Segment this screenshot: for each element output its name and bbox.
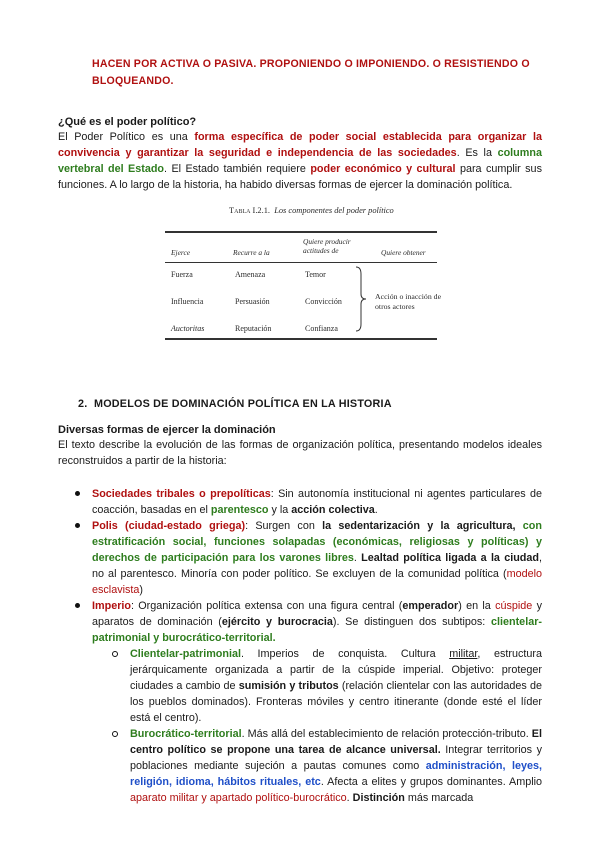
table-header-quiere-producir: Quiere producir actitudes de: [303, 237, 351, 255]
highlight-columna: columna vertebral del Estado: [58, 147, 542, 175]
components-table-figure: [165, 206, 442, 340]
table-header-quiere-obtener: Quiere obtener: [381, 248, 426, 257]
table-rule-top: [165, 231, 437, 233]
table-cell: Temor: [305, 270, 326, 279]
question-heading: ¿Qué es el poder político?: [58, 116, 197, 128]
intro-red-text: HACEN POR ACTIVA O PASIVA. PROPONIENDO O IMPONIENDO. O RESISTIENDO O BLOQUEANDO.: [92, 58, 530, 87]
subsection-heading: Diversas formas de ejercer la dominación: [58, 424, 276, 436]
paragraph-poder-politico: El Poder Político es una forma específica de poder social establecida para organizar la convivencia y garantizar la seguridad e independencia de las sociedades. Es la columna vertebral del Estado. El Estado también requiere poder económico y cultural para cumplir sus funciones. A lo largo de la historia, ha habido diversas formas de ejercer la dominación política.: [58, 131, 542, 191]
table-rule-bottom: [165, 338, 437, 340]
table-cell: Reputación: [235, 324, 272, 333]
table-cell: Fuerza: [171, 270, 193, 279]
table-cell: Amenaza: [235, 270, 266, 279]
table-cell: Influencia: [171, 297, 204, 306]
table-rule-header: [165, 262, 437, 263]
table-cell: Convicción: [305, 297, 342, 306]
list-item-imperio: Imperio: Organización política extensa con una figura central (emperador) en la cúspide y aparatos de dominación (ejército y burocracia). Se distinguen dos subtipos: clientelar-patrimonial y burocrático-territorial. Clientelar-patrimonial. Imperios de conquista. Cultura militar, estructura jerárquicamente organizada a partir de la cúspide imperial. Objetivo: proteger ciudades a cambio de sumisión y tributos (relación clientelar con las autoridades de los pueblos dominados). Fronteras móviles y centro itinerante (donde esté el líder está el centro). Burocrático-territorial. Más allá del establecimiento de relación protección-tributo. El centro político se propone una tarea de alcance universal. Integrar territorios y poblaciones mediante sujeción a pautas comunes como administración, leyes, religión, idioma, hábitos rituales, etc. Afecta a elites y grupos dominantes. Amplio aparato militar y apartado político-burocrático. Distinción más marcada: [74, 598, 542, 806]
sub-bullet-icon: [112, 731, 118, 737]
bullet-icon: [75, 523, 80, 528]
list-item-burocratico-territorial: Burocrático-territorial. Más allá del establecimiento de relación protección-tributo. El centro político se propone una tarea de alcance universal. Integrar territorios y poblaciones mediante sujeción a pautas comunes como administración, leyes, religión, idioma, hábitos rituales, etc. Afecta a elites y grupos dominantes. Amplio aparato militar y apartado político-burocrático. Distinción más marcada: [92, 726, 542, 806]
table-cell: Persuasión: [235, 297, 270, 306]
highlight-definition: forma específica de poder social establecida para organizar la convivencia y garantizar la seguridad e independencia de las sociedades: [58, 131, 542, 159]
table-caption: Tabla I.2.1. Los componentes del poder político: [229, 206, 394, 215]
table-header-ejerce: Ejerce: [171, 248, 191, 257]
paragraph-intro-models: El texto describe la evolución de las formas de organización política, presentando modelos ideales reconstruidos a partir de la historia:: [58, 439, 542, 467]
bullet-icon: [75, 603, 80, 608]
models-list: [74, 486, 542, 806]
table-cell: Confianza: [305, 324, 338, 333]
list-item-clientelar-patrimonial: Clientelar-patrimonial. Imperios de conquista. Cultura militar, estructura jerárquicamente organizada a partir de la cúspide imperial. Objetivo: proteger ciudades a cambio de sumisión y tributos (relación clientelar con las autoridades de los pueblos dominados). Fronteras móviles y centro itinerante (donde esté el líder está el centro).: [92, 646, 542, 726]
brace-icon: [355, 266, 367, 332]
highlight-poder-economico: poder económico y cultural: [310, 163, 456, 175]
sub-bullet-icon: [112, 651, 118, 657]
bullet-icon: [75, 491, 80, 496]
list-item-polis: Polis (ciudad-estado griega): Surgen con la sedentarización y la agricultura, con estratificación social, funciones solapadas (económicas, religiosas y políticas) y derechos de participación para los varones libres. Lealtad política ligada a la ciudad, no al parentesco. Minoría con poder político. Se excluyen de la comunidad política (modelo esclavista): [74, 518, 542, 598]
imperio-subtypes-list: [92, 646, 542, 806]
table-cell: Auctoritas: [171, 324, 205, 333]
table-header-recurre: Recurre a la: [233, 248, 270, 257]
list-item-sociedades-tribales: Sociedades tribales o prepolíticas: Sin autonomía institucional ni agentes particulares de coacción, basadas en el parentesco y la acción colectiva.: [74, 486, 542, 518]
table-result-text: Acción o inacción de otros actores: [375, 292, 442, 311]
section-heading: 2. MODELOS DE DOMINACIÓN POLÍTICA EN LA HISTORIA: [78, 398, 392, 410]
